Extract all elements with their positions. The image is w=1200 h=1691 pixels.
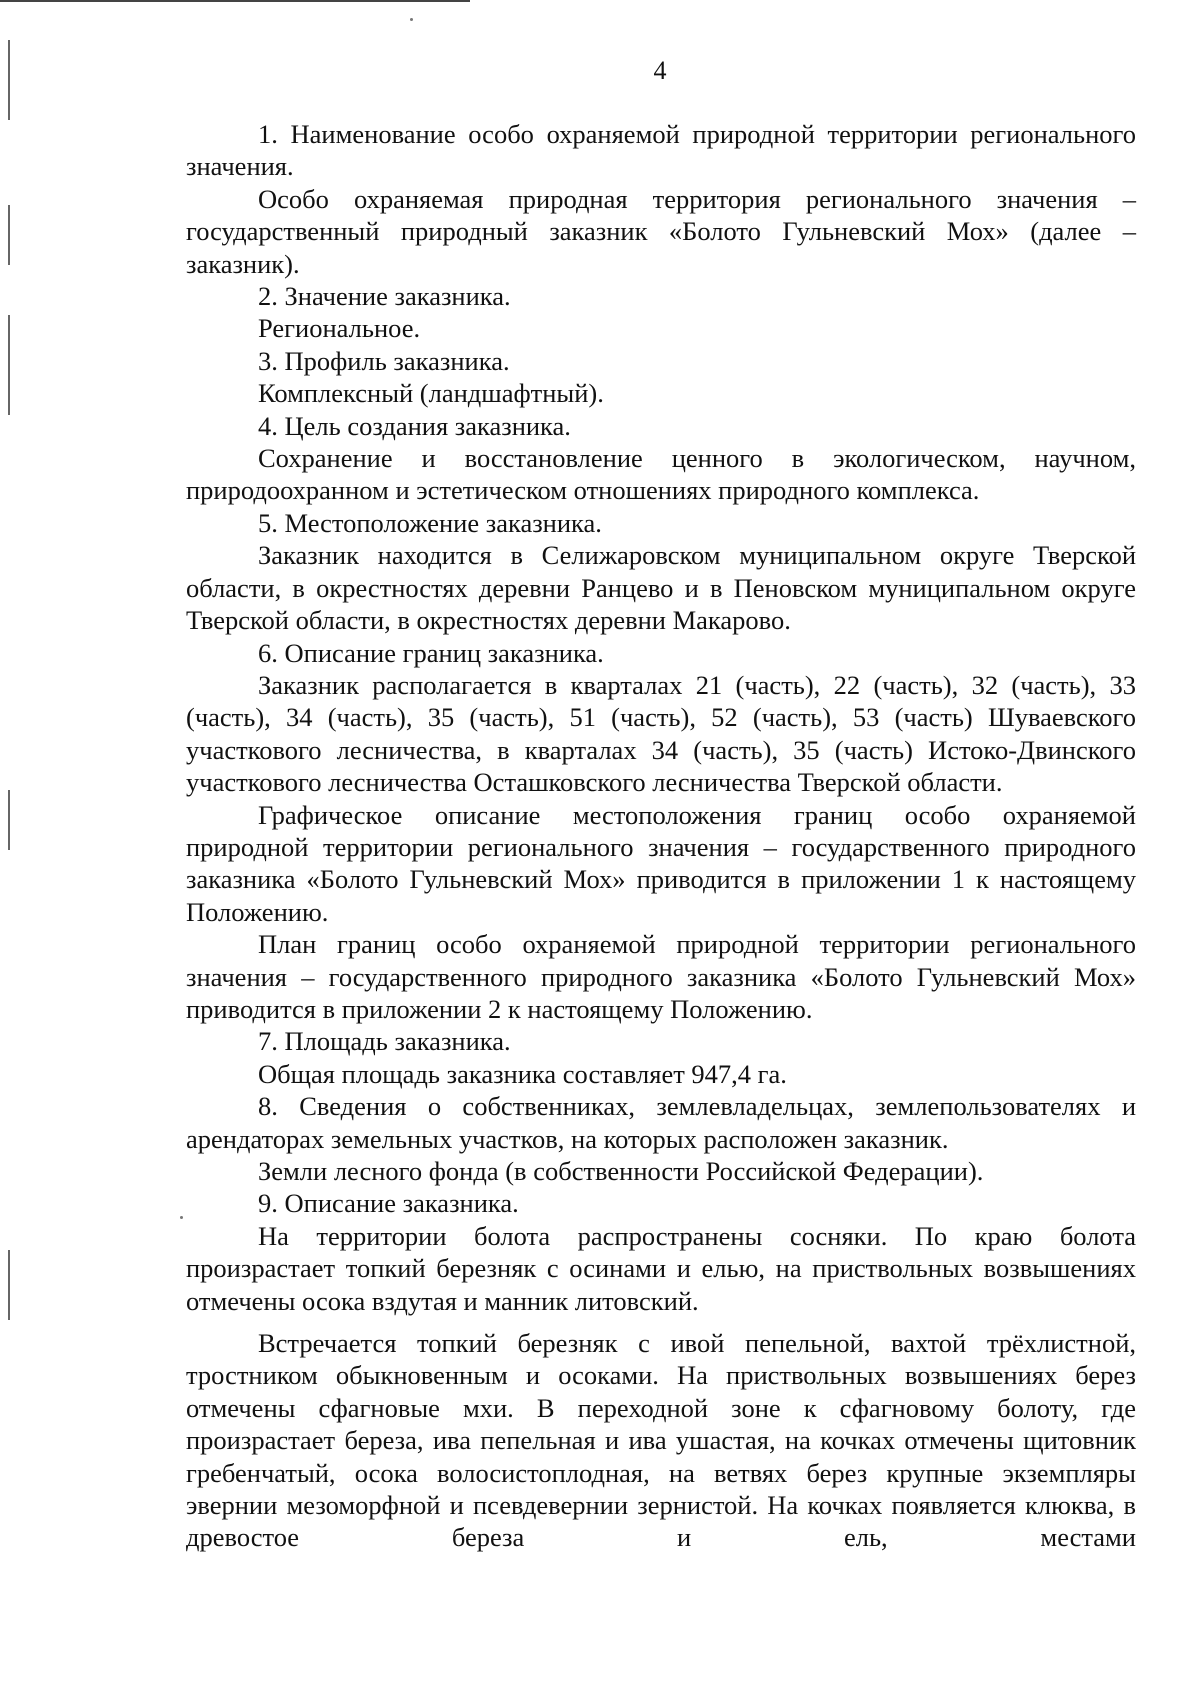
section-3-heading: 3. Профиль заказника. bbox=[258, 345, 510, 376]
section-6-text-graphic: Графическое описание местоположения границ особо охраняемой природной территории регионального значения – государственного природного заказника «Болото Гульневский Мох» приводится в приложении 1 к настоящему Положению. bbox=[186, 799, 1136, 927]
section-2-heading: 2. Значение заказника. bbox=[258, 281, 511, 312]
section-7-text: Общая площадь заказника составляет 947,4 га. bbox=[258, 1058, 787, 1089]
scan-margin-mark bbox=[8, 1250, 10, 1320]
section-8-text: Земли лесного фонда (в собственности Российской Федерации). bbox=[258, 1156, 984, 1186]
scan-edge-line bbox=[0, 0, 470, 2]
section-8-heading: 8. Сведения о собственниках, землевладельцах, землепользователях и арендаторах земельных участков, на которых расположен заказник. bbox=[186, 1091, 1136, 1154]
scan-speck bbox=[410, 18, 413, 21]
section-6-heading: 6. Описание границ заказника. bbox=[258, 637, 604, 668]
document-body bbox=[186, 118, 1136, 1554]
section-2-text: Региональное. bbox=[258, 313, 421, 344]
section-6-text-quarters: Заказник располагается в кварталах 21 (часть), 22 (часть), 32 (часть), 33 (часть), 34 (часть), 35 (часть), 51 (часть), 52 (часть), 53 (часть) Шуваевского участкового лесничества, в кварталах 34 (часть), 35 (часть) Истоко-Двинского участкового лесничества Осташковского лесничества Тверской области. bbox=[186, 669, 1136, 798]
section-4-heading: 4. Цель создания заказника. bbox=[258, 410, 571, 441]
section-1-text: Особо охраняемая природная территория регионального значения – государственный природный заказник «Болото Гульневский Мох» (далее – заказник). bbox=[186, 183, 1136, 279]
section-4-text: Сохранение и восстановление ценного в экологическом, научном, природоохранном и эстетическом отношениях природного комплекса. bbox=[186, 443, 1136, 506]
section-5-heading: 5. Местоположение заказника. bbox=[258, 507, 602, 538]
section-9-text-2: Встречается топкий березняк с ивой пепельной, вахтой трёхлистной, тростником обыкновенным и осоками. На приствольных возвышениях берез отмечены сфагновые мхи. В переходной зоне к сфагновому болоту, где произрастает береза, ива пепельная и ива ушастая, на кочках отмечены щитовник гребенчатый, осока волосистоплодная, на ветвях берез крупные экземпляры эвернии мезоморфной и псевдевернии зернистой. На кочках появляется клюква, в древостое береза и ель, местами bbox=[186, 1328, 1136, 1553]
section-1-heading: 1. Наименование особо охраняемой природной территории регионального значения. bbox=[186, 119, 1136, 182]
section-7-heading: 7. Площадь заказника. bbox=[258, 1026, 511, 1057]
section-5-text: Заказник находится в Селижаровском муниципальном округе Тверской области, в окрестностях деревни Ранцево и в Пеновском муниципальном округе Тверской области, в окрестностях деревни Макарово. bbox=[186, 540, 1136, 636]
page-number: 4 bbox=[653, 56, 667, 85]
scan-margin-mark bbox=[8, 205, 10, 265]
scan-margin-mark bbox=[8, 790, 10, 850]
section-9-heading: 9. Описание заказника. bbox=[258, 1188, 519, 1219]
section-3-text: Комплексный (ландшафтный). bbox=[258, 378, 604, 409]
scan-margin-mark bbox=[8, 315, 10, 415]
scan-speck bbox=[180, 1216, 183, 1219]
section-9-text-1: На территории болота распространены сосняки. По краю болота произрастает топкий березняк с осинами и елью, на приствольных возвышениях отмечены осока вздутая и манник литовский. bbox=[186, 1220, 1136, 1316]
section-6-text-plan: План границ особо охраняемой природной территории регионального значения – государственного природного заказника «Болото Гульневский Мох» приводится в приложении 2 к настоящему Положению. bbox=[186, 929, 1136, 1024]
